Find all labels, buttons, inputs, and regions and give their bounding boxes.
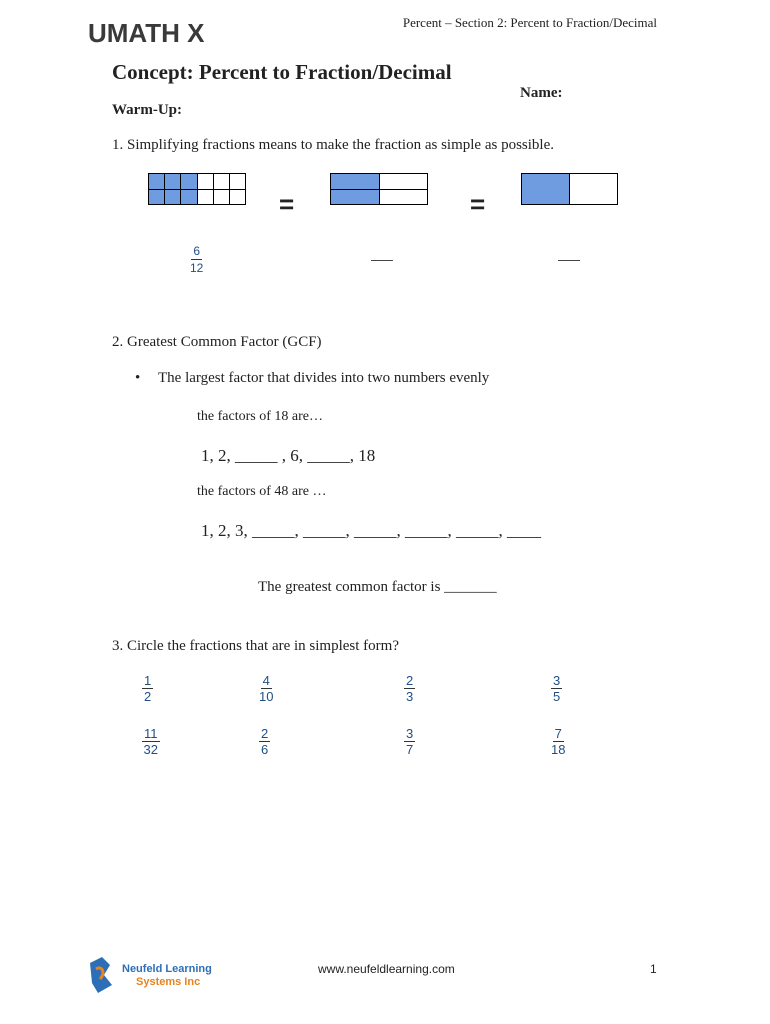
page-number: 1 xyxy=(650,962,657,976)
fraction-choice[interactable] xyxy=(142,674,153,704)
numerator: 11 xyxy=(144,726,158,741)
question-2-text: 2. Greatest Common Factor (GCF) xyxy=(112,334,322,350)
fraction-choice[interactable] xyxy=(551,727,565,757)
denominator: 2 xyxy=(144,689,152,704)
fraction-choice[interactable] xyxy=(551,674,562,704)
numerator: 2 xyxy=(261,726,269,741)
numerator: 1 xyxy=(144,673,152,688)
answer-blank[interactable] xyxy=(371,260,393,261)
denominator: 18 xyxy=(551,742,566,757)
question-3-text: 3. Circle the fractions that are in simplest form? xyxy=(112,638,399,654)
fraction-choice[interactable] xyxy=(259,727,270,757)
denominator: 12 xyxy=(190,261,204,275)
numerator: 4 xyxy=(262,673,270,688)
umath-x-logo xyxy=(88,15,223,49)
footer-url[interactable]: www.neufeldlearning.com xyxy=(318,962,455,976)
warmup-heading: Warm-Up: xyxy=(112,102,182,118)
logo-line-2: Systems Inc xyxy=(136,976,201,988)
logo-emblem-icon xyxy=(90,957,112,993)
fraction-choice[interactable] xyxy=(142,727,160,757)
numerator: 3 xyxy=(553,673,561,688)
fraction-bar-twelfths xyxy=(148,173,246,205)
factors-48-label: the factors of 48 are … xyxy=(197,484,327,499)
umath-logo-graphic xyxy=(88,15,223,49)
denominator: 3 xyxy=(406,689,414,704)
neufeld-learning-logo xyxy=(88,955,218,995)
page-title: Concept: Percent to Fraction/Decimal xyxy=(112,60,452,84)
fraction-bar-quarters xyxy=(330,173,428,205)
section-header: Percent – Section 2: Percent to Fraction/Decimal xyxy=(402,15,657,30)
denominator: 32 xyxy=(143,742,158,757)
logo-text: UMATH X xyxy=(88,18,205,48)
gcf-answer-prompt[interactable]: The greatest common factor is _______ xyxy=(258,579,497,595)
numerator: 2 xyxy=(406,673,414,688)
numerator: 6 xyxy=(193,244,201,258)
numerator: 3 xyxy=(406,726,414,741)
factors-18-label: the factors of 18 are… xyxy=(197,409,323,424)
factors-18-list[interactable]: 1, 2, _____ , 6, _____, 18 xyxy=(201,446,376,465)
fraction-bar-halves xyxy=(521,173,618,205)
logo-line-1: Neufeld Learning xyxy=(122,963,212,975)
neufeld-logo-graphic xyxy=(88,955,218,995)
denominator: 5 xyxy=(553,689,561,704)
denominator: 6 xyxy=(261,742,269,757)
factors-48-list[interactable]: 1, 2, 3, _____, _____, _____, _____, _____, ____ xyxy=(201,521,541,540)
bullet-icon: • xyxy=(135,370,141,386)
gcf-definition: The largest factor that divides into two numbers evenly xyxy=(158,370,490,386)
fraction-choice[interactable] xyxy=(259,674,273,704)
name-label: Name: xyxy=(520,85,563,101)
equals-sign: = xyxy=(470,189,486,219)
fraction-6-12 xyxy=(190,245,203,275)
equals-sign: = xyxy=(279,189,295,219)
answer-blank[interactable] xyxy=(558,260,580,261)
fraction-choice[interactable] xyxy=(404,674,415,704)
denominator: 10 xyxy=(259,689,274,704)
question-1-text: 1. Simplifying fractions means to make the fraction as simple as possible. xyxy=(112,137,554,153)
fraction-choice[interactable] xyxy=(404,727,415,757)
denominator: 7 xyxy=(406,742,414,757)
numerator: 7 xyxy=(554,726,562,741)
